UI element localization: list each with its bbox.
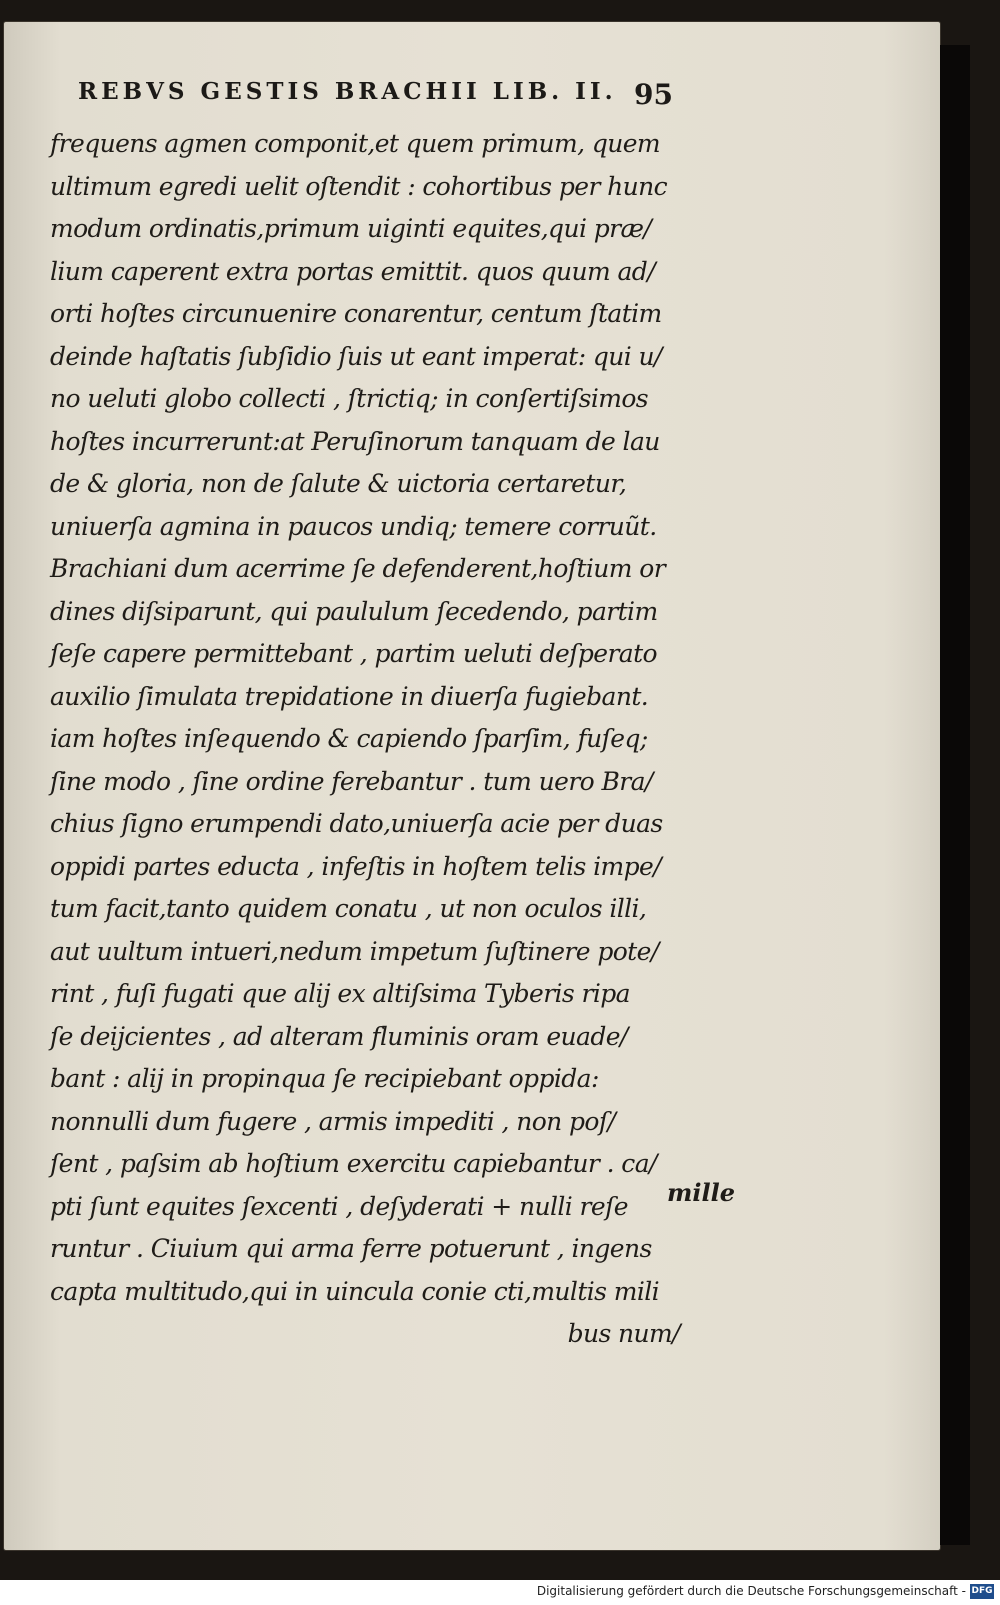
text-line: aut uultum intueri,nedum impetum ſuſtinere pote/ [50, 936, 659, 966]
text-line: nonnulli dum fugere , armis impediti , non poſ/ [50, 1106, 616, 1136]
text-line: rint , fuſi fugati que alij ex altiſsima Tyberis ripa [50, 979, 630, 1008]
text-line: dines diſsiparunt, qui paululum ſecedendo, partim [50, 596, 658, 626]
text-line: runtur . Ciuium qui arma ferre potuerunt , ingens [50, 1234, 652, 1263]
text-line: chius ſigno erumpendi dato,uniuerſa acie per duas [50, 809, 663, 838]
text-line: capta multitudo,qui in uincula conie cti,multis mili [50, 1276, 660, 1306]
text-line: de & gloria, non de ſalute & uictoria certaretur, [50, 469, 627, 498]
body-text [50, 123, 690, 1356]
text-line: pti ſunt equites ſexcenti , deſyderati + nulli reſe [50, 1191, 628, 1221]
text-line: ſine modo , ſine ordine ferebantur . tum uero Bra/ [50, 766, 653, 796]
text-line: tum facit,tanto quidem conatu , ut non oculos illi, [50, 894, 647, 923]
text-line: no ueluti globo collecti , ſtrictiq; in conſertiſsimos [50, 384, 649, 413]
text-line: modum ordinatis,primum uiginti equites,qui præ/ [50, 214, 652, 243]
page-number: 95 [634, 78, 673, 111]
text-line: lium caperent extra portas emittit. quos quum ad/ [50, 256, 656, 286]
text-line: bant : alij in propinqua ſe recipiebant oppida: [50, 1064, 599, 1093]
footer-credit: Digitalisierung gefördert durch die Deutsche Forschungsgemeinschaft - [536, 1584, 966, 1598]
text-line: frequens agmen componit,et quem primum, quem [50, 129, 661, 158]
margin-note: mille [667, 1178, 736, 1207]
page-edge-shadow [940, 45, 970, 1545]
text-line: uniuerſa agmina in paucos undiq; temere corruũt. [50, 511, 657, 541]
text-line: deinde haſtatis ſubſidio ſuis ut eant imperat: qui u/ [50, 341, 662, 371]
text-line: iam hoſtes inſequendo & capiendo ſparſim, fuſeq; [50, 724, 648, 753]
text-line: hoſtes incurrerunt:at Peruſinorum tanquam de lau [50, 426, 660, 456]
text-line: orti hoſtes circunuenire conarentur, centum ſtatim [50, 299, 662, 328]
text-line: ſeſe capere permittebant , partim ueluti deſperato [50, 639, 658, 668]
text-line: ſent , paſsim ab hoſtium exercitu capiebantur . ca/ [50, 1149, 657, 1178]
text-line: ultimum egredi uelit oſtendit : cohortibus per hunc [50, 171, 668, 201]
text-line: ſe deijcientes , ad alteram fluminis oram euade/ [50, 1021, 628, 1051]
text-line: oppidi partes educta , infeſtis in hoſtem telis impe/ [50, 851, 662, 881]
text-line: auxilio ſimulata trepidatione in diuerſa fugiebant. [50, 681, 649, 711]
text-line: bus num/ [567, 1319, 680, 1348]
text-line: Brachiani dum acerrime ſe defenderent,hoſtium or [50, 554, 666, 583]
running-title: REBVS GESTIS BRACHII LIB. II. [78, 78, 617, 105]
dfg-logo: DFG [970, 1584, 994, 1599]
footer-bar [0, 1580, 1000, 1605]
